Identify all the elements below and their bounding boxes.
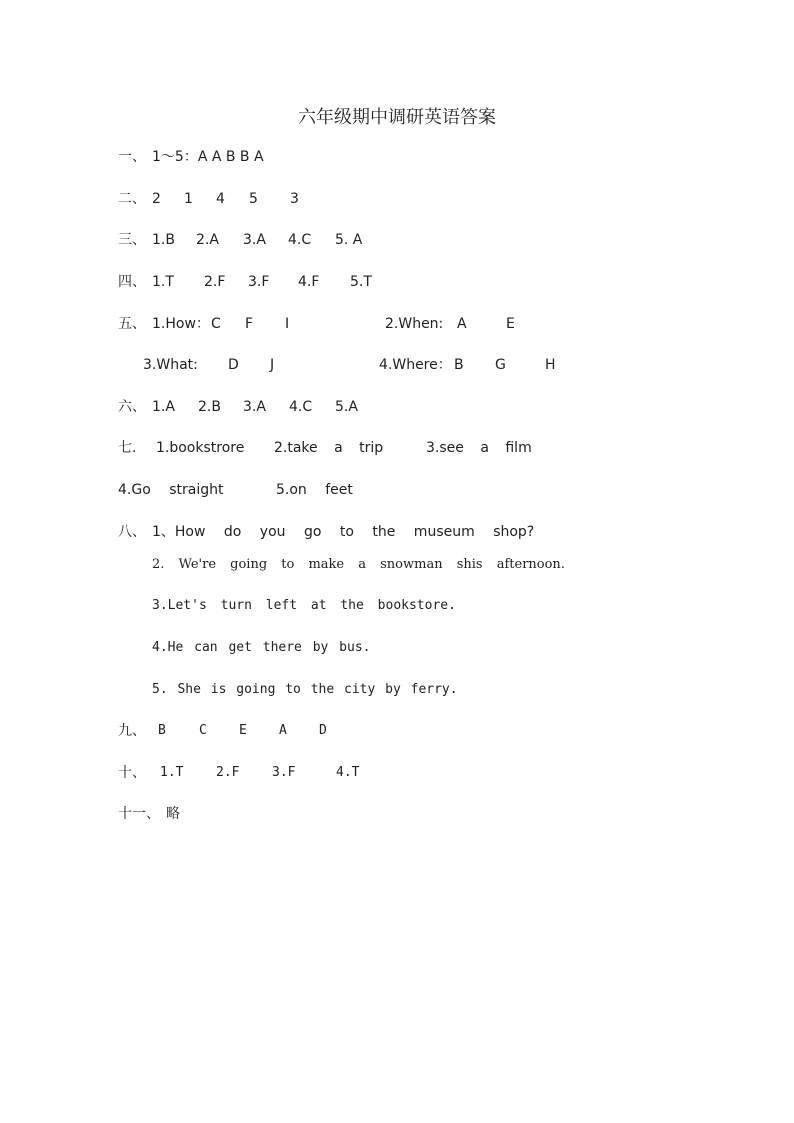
section-3-answer: 1.B (152, 232, 175, 248)
section-5-question: 2.When: (385, 316, 444, 332)
section-5-answer: J (270, 357, 275, 373)
section-5-answer: B (454, 357, 464, 373)
section-5-answer: A (457, 316, 467, 332)
section-5-row-2 (0, 354, 794, 376)
section-7-answer: 3.see a film (426, 440, 532, 456)
section-9-answer: C (199, 723, 207, 738)
section-11-answer: 略 (166, 806, 180, 822)
section-4-answer: 5.T (350, 274, 372, 290)
section-5-question: 3.What: (143, 357, 198, 373)
section-4-label: 四、 (118, 274, 146, 290)
section-10-label: 十、 (118, 765, 146, 781)
section-3 (0, 229, 794, 251)
section-9-answer: A (279, 723, 287, 738)
section-8-row-3 (0, 595, 794, 617)
section-9 (0, 720, 794, 742)
section-5-answer: H (545, 357, 556, 373)
section-4-answer: 4.F (298, 274, 320, 290)
section-9-answer: D (319, 723, 327, 738)
section-6-label: 六、 (118, 399, 146, 415)
section-1 (0, 146, 794, 168)
section-3-answer: 3.A (243, 232, 266, 248)
section-11 (0, 803, 794, 825)
section-6-answer: 3.A (243, 399, 266, 415)
section-2-answer: 4 (216, 191, 225, 207)
section-10-answer: 4.T (336, 765, 360, 780)
section-10-answer: 2.F (216, 765, 240, 780)
section-5-answer: E (506, 316, 515, 332)
section-9-label: 九、 (118, 723, 146, 739)
section-10-answer: 3.F (272, 765, 296, 780)
section-8-sentence: 3.Let's turn left at the bookstore. (152, 598, 456, 613)
section-5-answer: G (495, 357, 506, 373)
section-4-answer: 1.T (152, 274, 174, 290)
section-7-row-2 (0, 479, 794, 501)
section-7-answer: 1.bookstrore (156, 440, 245, 456)
section-9-answer: B (158, 723, 166, 738)
section-9-answer: E (239, 723, 247, 738)
page-title: 六年级期中调研英语答案 (298, 107, 496, 128)
section-7-answer: 4.Go straight (118, 482, 224, 498)
section-4 (0, 271, 794, 293)
section-1-label: 一、 (118, 149, 146, 165)
section-5-answer: F (245, 316, 254, 332)
section-6-answer: 2.B (198, 399, 221, 415)
section-4-answer: 2.F (204, 274, 226, 290)
section-5-question: 1.How： (152, 316, 210, 332)
section-7-label: 七. (118, 440, 137, 456)
section-5-question: 4.Where： (379, 357, 452, 373)
section-8-row-5 (0, 679, 794, 701)
section-6 (0, 396, 794, 418)
section-1-answers: 1～5：A A B B A (152, 149, 264, 165)
section-6-answer: 4.C (289, 399, 313, 415)
section-2-answer: 1 (184, 191, 193, 207)
section-8-row-2 (0, 554, 794, 576)
section-11-label: 十一、 (118, 806, 160, 822)
section-2-answer: 5 (249, 191, 258, 207)
section-8-sentence: 1、How do you go to the museum shop? (152, 524, 535, 540)
section-8-sentence: 2. We're going to make a snowman shis afternoon. (152, 557, 565, 572)
section-7-row-1 (0, 437, 794, 459)
section-6-answer: 5.A (335, 399, 358, 415)
section-8-sentence: 5. She is going to the city by ferry. (152, 682, 458, 697)
section-5-answer: D (228, 357, 239, 373)
section-3-answer: 4.C (288, 232, 312, 248)
section-3-answer: 5. A (335, 232, 363, 248)
section-4-answer: 3.F (248, 274, 270, 290)
section-8-label: 八、 (118, 524, 146, 540)
section-3-label: 三、 (118, 232, 146, 248)
section-5-answer: I (285, 316, 290, 332)
section-2 (0, 188, 794, 210)
section-7-answer: 5.on feet (276, 482, 353, 498)
section-2-label: 二、 (118, 191, 146, 207)
section-5-row-1 (0, 313, 794, 335)
section-10 (0, 762, 794, 784)
section-8-sentence: 4.He can get there by bus. (152, 640, 371, 655)
section-5-label: 五、 (118, 316, 146, 332)
section-2-answer: 2 (152, 191, 161, 207)
section-7-answer: 2.take a trip (274, 440, 384, 456)
section-8-row-4 (0, 637, 794, 659)
section-8-row-1 (0, 521, 794, 543)
section-5-answer: C (211, 316, 221, 332)
section-3-answer: 2.A (196, 232, 219, 248)
section-6-answer: 1.A (152, 399, 175, 415)
section-2-answer: 3 (290, 191, 299, 207)
section-10-answer: 1.T (160, 765, 184, 780)
